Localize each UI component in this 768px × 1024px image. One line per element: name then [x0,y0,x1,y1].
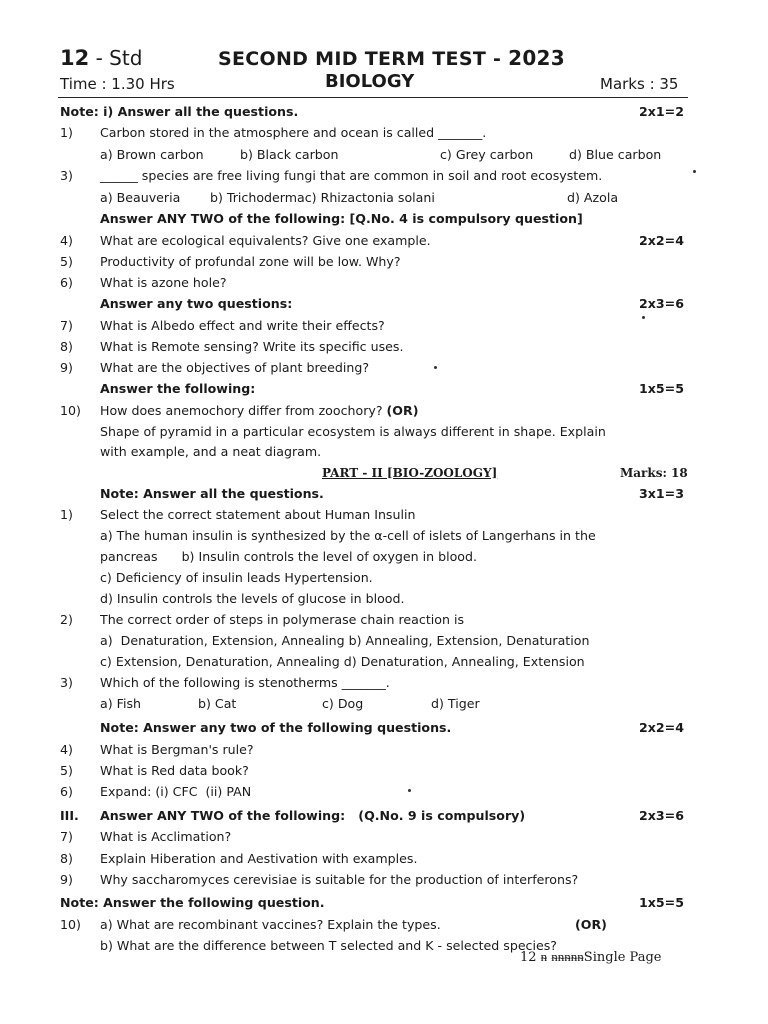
question-number: 7) [60,318,73,333]
marks-label: 2x1=2 [639,104,684,119]
option-d: d) Azola [567,190,619,205]
or-label: (OR) [386,403,419,418]
option-b-c: b) Trichodermac) Rhizactonia solani [210,190,435,205]
option-text: pancreas b) Insulin controls the level of oxygen in blood. [100,549,478,564]
exam-subject: BIOLOGY [325,71,415,92]
option-a: a) Fish [100,696,142,711]
marks-label: 1x5=5 [639,381,684,396]
question-text: Expand: (i) CFC (ii) PAN [100,784,252,799]
scan-speck [642,316,645,319]
question-number: 8) [60,851,73,866]
question-number: 3) [60,675,73,690]
option-text: c) Deficiency of insulin leads Hypertension. [100,570,373,585]
question-number: 7) [60,829,73,844]
question-text: Carbon stored in the atmosphere and ocean is called _______. [100,125,487,140]
marks-label: 1x5=5 [639,895,684,910]
question-number: 9) [60,872,73,887]
question-text [100,402,418,420]
question-text: The correct order of steps in polymerase chain reaction is [100,612,465,627]
question-text: What is Albedo effect and write their effects? [100,318,385,333]
question-number: 4) [60,742,73,757]
exam-title-text: SECOND MID TERM TEST - [218,48,502,70]
header-divider [58,97,688,98]
question-number: 3) [60,168,73,183]
question-text: What is Acclimation? [100,829,232,844]
section-number: III. [60,808,79,823]
question-text: What is Remote sensing? Write its specific uses. [100,339,404,354]
question-text: What is Red data book? [100,763,249,778]
instruction-text: Note: Answer all the questions. [100,486,324,501]
option-c: c) Grey carbon [440,147,534,162]
instruction-text: Answer ANY TWO of the following: (Q.No. 9 is compulsory) [100,808,526,823]
option-text: d) Insulin controls the levels of glucose in blood. [100,591,405,606]
option-d: d) Tiger [431,696,480,711]
question-text: Select the correct statement about Human Insulin [100,507,416,522]
note: Note: Answer the following question. [60,895,325,910]
scan-speck [408,789,411,792]
question-text: b) What are the difference between T selected and K - selected species? [100,938,557,953]
part-heading: PART - II [BIO-ZOOLOGY] [322,466,498,480]
question-number: 5) [60,254,73,269]
standard-label [60,46,142,70]
question-text: with example, and a neat diagram. [100,444,322,459]
option-a: a) Beauveria [100,190,181,205]
note: Note: i) Answer all the questions. [60,104,299,119]
instruction-text: Answer ANY TWO of the following: [Q.No. 4 is compulsory question] [100,211,583,226]
question-number: 10) [60,917,81,932]
option-b: b) Black carbon [240,147,339,162]
question-text: a) What are recombinant vaccines? Explain the types. [100,917,441,932]
question-number: 4) [60,233,73,248]
option-a: a) Brown carbon [100,147,204,162]
exam-year: 2023 [508,46,565,70]
question-text: What are ecological equivalents? Give one example. [100,233,431,248]
option-text: a) The human insulin is synthesized by the α-cell of islets of Langerhans in the [100,528,596,543]
question-number: 2) [60,612,73,627]
marks-label: 3x1=3 [639,486,684,501]
standard-suffix: - Std [95,46,143,70]
scan-speck [434,366,437,369]
question-number: 1) [60,507,73,522]
option-text: c) Extension, Denaturation, Annealing d) Denaturation, Annealing, Extension [100,654,585,669]
exam-title [218,46,565,70]
page-footer: 12 ᵰ ᵰᵰᵰᵰᵰSingle Page [520,950,662,965]
instruction-text: Answer any two questions: [100,296,293,311]
question-number: 6) [60,784,73,799]
marks-label: 2x2=4 [639,720,684,735]
option-c: c) Dog [322,696,364,711]
exam-time: Time : 1.30 Hrs [60,75,175,93]
marks-label: 2x2=4 [639,233,684,248]
marks-label: 2x3=6 [639,296,684,311]
instruction-text: Answer the following: [100,381,256,396]
marks-label: 2x3=6 [639,808,684,823]
question-text: Which of the following is stenotherms _______. [100,675,390,690]
scan-speck [693,170,696,173]
question-text: Productivity of profundal zone will be low. Why? [100,254,401,269]
or-label: (OR) [575,917,607,932]
standard-number: 12 [60,46,90,70]
question-text: What are the objectives of plant breeding? [100,360,370,375]
question-text: Shape of pyramid in a particular ecosystem is always different in shape. Explain [100,424,606,439]
question-text: Why saccharomyces cerevisiae is suitable for the production of interferons? [100,872,579,887]
question-number: 1) [60,125,73,140]
exam-total-marks: Marks : 35 [600,75,679,93]
question-number: 10) [60,403,81,418]
question-text: What is azone hole? [100,275,227,290]
question-part-a: How does anemochory differ from zoochory? [100,403,383,418]
option-d: d) Blue carbon [569,147,662,162]
part-marks: Marks: 18 [620,466,688,480]
question-text: What is Bergman's rule? [100,742,254,757]
question-number: 6) [60,275,73,290]
instruction-text: Note: Answer any two of the following questions. [100,720,452,735]
question-text: ______ species are free living fungi that are common in soil and root ecosystem. [100,168,603,183]
question-number: 8) [60,339,73,354]
question-text: Explain Hiberation and Aestivation with examples. [100,851,418,866]
option-b: b) Cat [198,696,237,711]
question-number: 5) [60,763,73,778]
option-text: a) Denaturation, Extension, Annealing b) Annealing, Extension, Denaturation [100,633,590,648]
question-number: 9) [60,360,73,375]
